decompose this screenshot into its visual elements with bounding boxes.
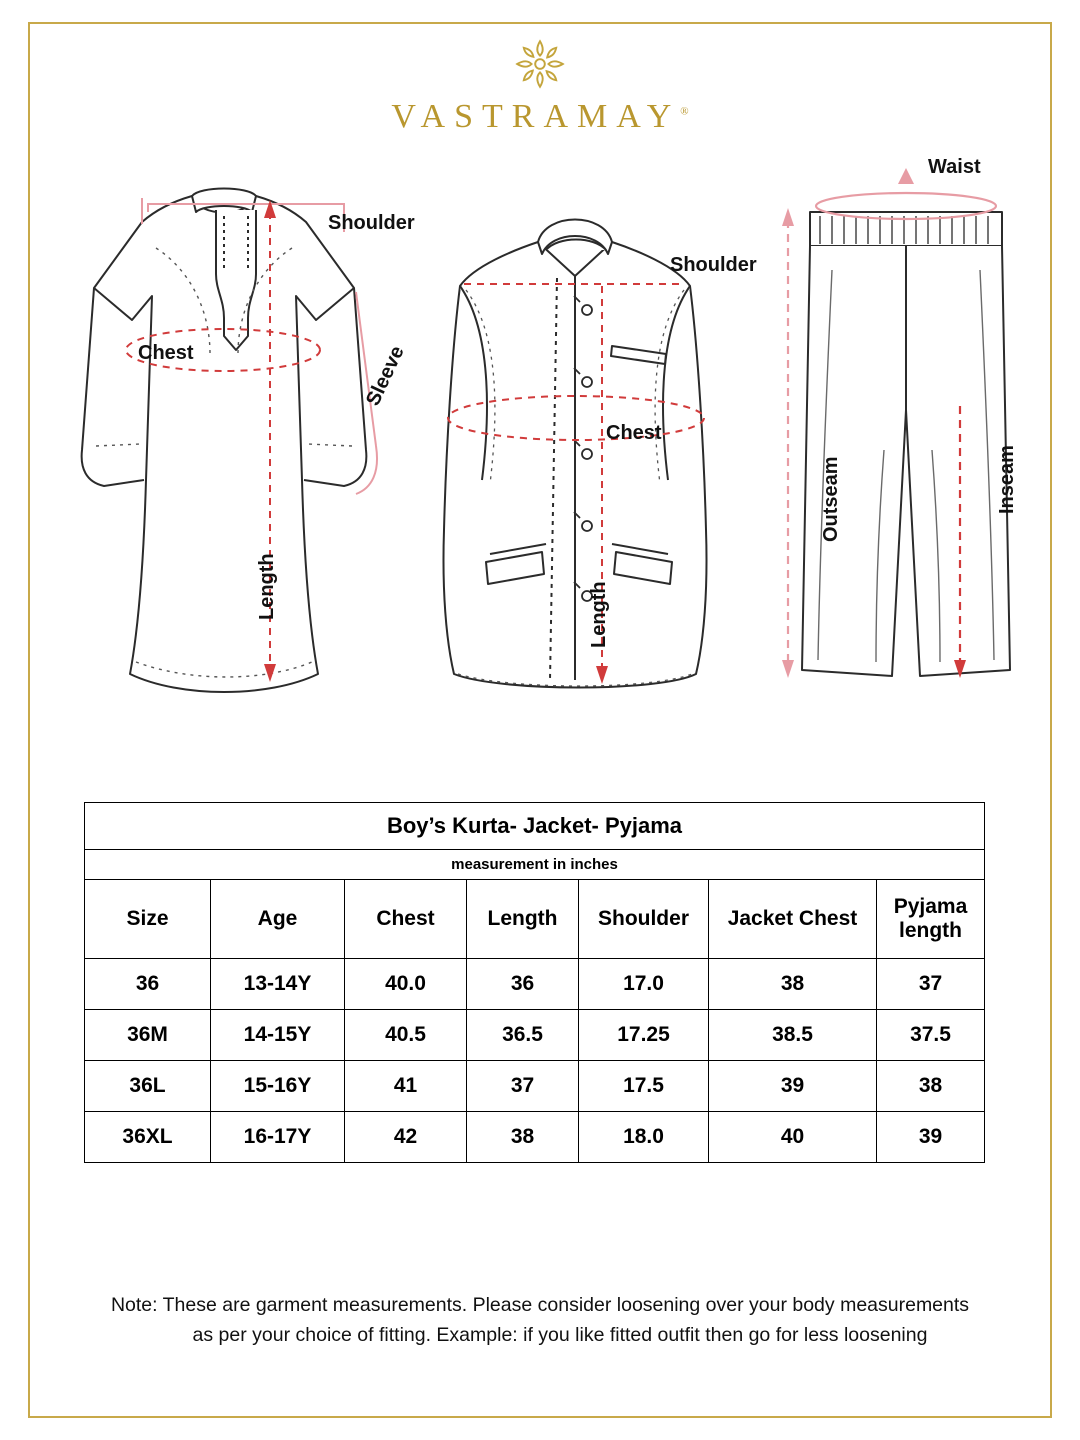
jacket-chest-label: Chest [606,422,662,444]
col-header-length: Length [467,880,579,959]
pyjama-waist-label: Waist [928,156,981,178]
cell-jacket-chest: 39 [709,1061,877,1112]
kurta-sleeve-label: Sleeve [362,342,409,410]
brand-logo [0,34,1080,136]
table-row [85,959,985,1010]
size-table [84,802,985,1163]
cell-age: 13-14Y [211,959,345,1010]
col-header-chest: Chest [345,880,467,959]
cell-jacket-chest: 38.5 [709,1010,877,1061]
table-subtitle-row [85,850,985,880]
table-subtitle: measurement in inches [85,850,985,880]
jacket-shoulder-label: Shoulder [670,254,757,276]
cell-length: 38 [467,1112,579,1163]
kurta-illustration [60,150,420,730]
cell-size: 36 [85,959,211,1010]
pyjama-illustration [780,150,1040,730]
cell-shoulder: 17.25 [579,1010,709,1061]
kurta-shoulder-label: Shoulder [328,212,415,234]
cell-pyjama-length: 38 [877,1061,985,1112]
floral-emblem-icon [510,34,570,94]
note-line-1: Note: These are garment measurements. Please consider loosening over your body measurements [110,1294,970,1316]
cell-chest: 40.5 [345,1010,467,1061]
note-text [52,1290,1028,1350]
brand-name-wrap [391,98,688,136]
size-table-wrap [84,802,984,1163]
pyjama-diagram [780,150,1040,735]
cell-shoulder: 17.0 [579,959,709,1010]
cell-pyjama-length: 37.5 [877,1010,985,1061]
col-header-jacket-chest: Jacket Chest [709,880,877,959]
kurta-chest-label: Chest [138,342,194,364]
table-title-row [85,803,985,850]
kurta-length-label: Length [256,553,278,620]
cell-size: 36M [85,1010,211,1061]
col-header-age: Age [211,880,345,959]
jacket-illustration [430,150,730,730]
col-header-pyjama-length [877,880,985,959]
cell-shoulder: 18.0 [579,1112,709,1163]
cell-age: 15-16Y [211,1061,345,1112]
cell-size: 36L [85,1061,211,1112]
cell-age: 14-15Y [211,1010,345,1061]
cell-pyjama-length: 37 [877,959,985,1010]
jacket-diagram [430,150,757,735]
table-row [85,1010,985,1061]
cell-jacket-chest: 40 [709,1112,877,1163]
cell-jacket-chest: 38 [709,959,877,1010]
registered-mark: ® [680,105,689,118]
table-row [85,1112,985,1163]
cell-length: 37 [467,1061,579,1112]
pyjama-outseam-label: Outseam [820,456,842,542]
col-header-shoulder: Shoulder [579,880,709,959]
table-header-row [85,880,985,959]
cell-shoulder: 17.5 [579,1061,709,1112]
jacket-length-label: Length [588,581,610,648]
cell-pyjama-length: 39 [877,1112,985,1163]
cell-length: 36.5 [467,1010,579,1061]
brand-name: VASTRAMAY [391,98,681,135]
cell-length: 36 [467,959,579,1010]
col-header-size: Size [85,880,211,959]
pyjama-inseam-label: Inseam [996,445,1018,514]
col-header-pyjama-line2: length [899,919,962,942]
cell-age: 16-17Y [211,1112,345,1163]
cell-chest: 40.0 [345,959,467,1010]
cell-chest: 41 [345,1061,467,1112]
note-line-2: as per your choice of fitting. Example: if you like fitted outfit then go for less loosening [192,1324,928,1347]
table-title: Boy’s Kurta- Jacket- Pyjama [85,803,985,850]
table-row [85,1061,985,1112]
col-header-pyjama-line1: Pyjama [893,894,968,918]
cell-chest: 42 [345,1112,467,1163]
cell-size: 36XL [85,1112,211,1163]
kurta-diagram [60,150,420,735]
garment-diagrams [40,150,1040,760]
